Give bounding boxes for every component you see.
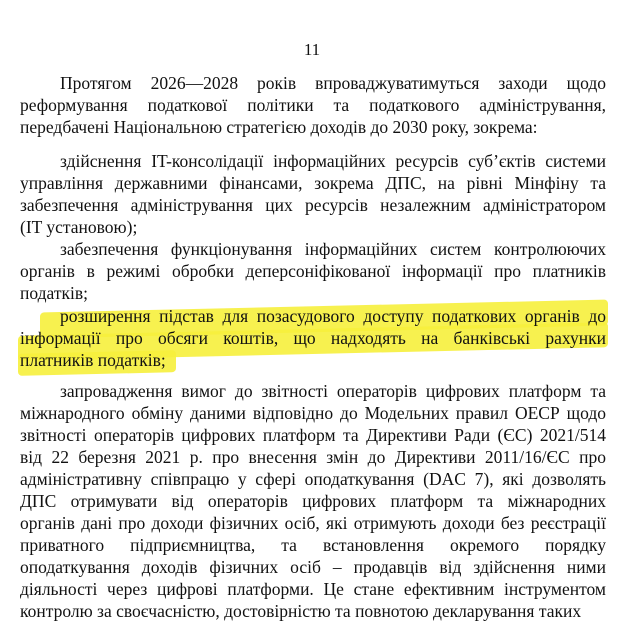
paragraph-line: ДПС отримувати від операторів цифрових платформ та міжнародних [20, 491, 606, 511]
paragraph-line: від 22 березня 2021 р. про внесення змін до Директиви 2011/16/ЄС про [20, 447, 606, 467]
paragraph-line: органів дані про доходи фізичних осіб, які отримують доходи без реєстрації [20, 513, 606, 533]
paragraph-line: запровадження вимог до звітності операторів цифрових платформ та [60, 381, 606, 401]
paragraph-line: міжнародного обміну даними відповідно до Модельних правил ОЕСР щодо [20, 403, 606, 423]
paragraph-line: приватного підприємництва, та встановлення окремого порядку [20, 535, 606, 555]
highlighted-text-line: платників податків; [20, 350, 166, 370]
paragraph-line: податків; [20, 283, 88, 303]
paragraph-line: управління державними фінансами, зокрема ДПС, на рівні Мінфіну та [20, 173, 606, 193]
paragraph-line: адміністративну співпрацю у сфері оподаткування (DAC 7), які дозволять [20, 469, 606, 489]
paragraph-line: здійснення IT-консолідації інформаційних ресурсів суб’єктів системи [60, 151, 606, 171]
highlighted-text-line: інформації про обсяги коштів, що надходять на банківські рахунки [20, 328, 606, 348]
paragraph-line: діяльності через цифрові платформи. Це стане ефективним інструментом [20, 579, 606, 599]
paragraph-line: органів в режимі обробки деперсоніфікованої інформації про платників [20, 261, 606, 281]
paragraph-line: реформування податкової політики та податкового адміністрування, [20, 95, 606, 115]
paragraph-line: передбачені Національною стратегією доходів до 2030 року, зокрема: [20, 117, 538, 137]
paragraph-line: оподаткування доходів фізичних осіб – продавців від здійснення ними [20, 557, 606, 577]
paragraph-line: (IT установою); [20, 217, 138, 237]
highlighted-text-line: розширення підстав для позасудового доступу податкових органів до [60, 306, 606, 326]
paragraph-line: звітності операторів цифрових платформ та Директиви Ради (ЄС) 2021/514 [20, 425, 606, 445]
paragraph-line: забезпечення функціонування інформаційних систем контролюючих [60, 239, 606, 259]
page-number: 11 [303, 40, 321, 59]
paragraph-line: забезпечення адміністрування цих ресурсів незалежним адміністратором [20, 195, 606, 215]
paragraph-line: контролю за своєчасністю, достовірністю та повнотою декларування таких [20, 601, 582, 621]
paragraph-line: Протягом 2026—2028 років впроваджуватимуться заходи щодо [60, 73, 606, 93]
